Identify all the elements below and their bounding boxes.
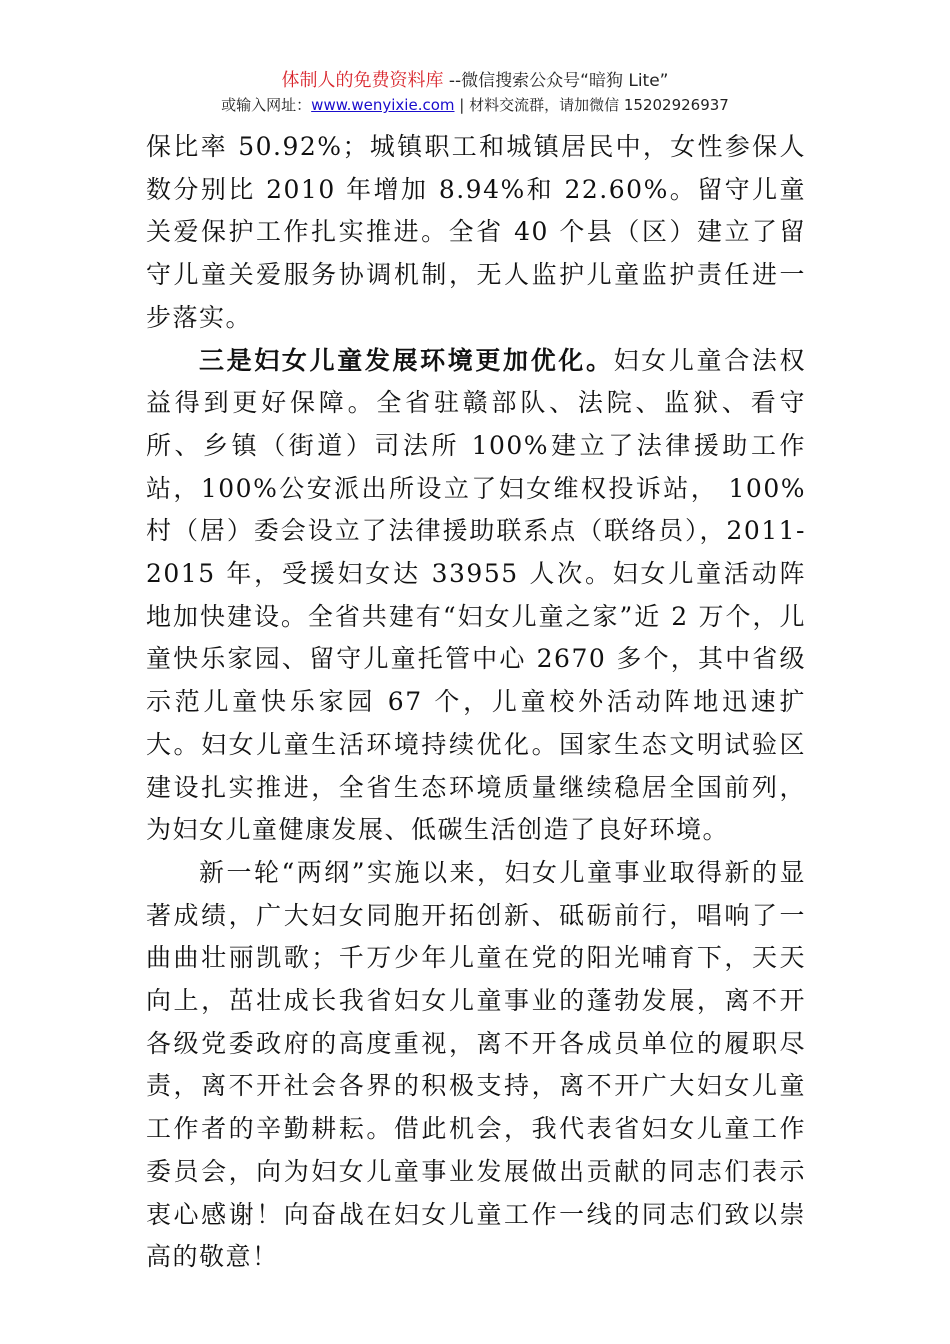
document-body [146, 126, 806, 1279]
url-prefix: 或输入网址： [221, 96, 312, 114]
paragraph-2-heading: 三是妇女儿童发展环境更加优化。 [199, 345, 614, 375]
paragraph-2 [146, 340, 806, 852]
paragraph-3 [146, 852, 806, 1279]
paragraph-2-text: 妇女儿童合法权益得到更好保障。全省驻赣部队、法院、监狱、看守所、乡镇（街道）司法所 100%建立了法律援助工作站，100%公安派出所设立了妇女维权投诉站， 100%村（居）委会设立了法律援助联系点（联络员），2011-2015 年，受援妇女达 33955 人次。妇女儿童活动阵地加快建设。全省共建有“妇女儿童之家”近 2 万个，儿童快乐家园、留守儿童托管中心 2670 多个，其中省级示范儿童快乐家园 67 个，儿童校外活动阵地迅速扩大。妇女儿童生活环境持续优化。国家生态文明试验区建设扎实推进，全省生态环境质量继续稳居全国前列，为妇女儿童健康发展、低碳生活创造了良好环境。 [146, 345, 806, 845]
header-banner [0, 70, 950, 92]
paragraph-1 [146, 126, 806, 340]
header-contact [0, 94, 950, 116]
paragraph-3-text: 新一轮“两纲”实施以来，妇女儿童事业取得新的显著成绩，广大妇女同胞开拓创新、砥砺前行，唱响了一曲曲壮丽凯歌；千万少年儿童在党的阳光哺育下，天天向上，茁壮成长我省妇女儿童事业的蓬勃发展，离不开各级党委政府的高度重视，离不开各成员单位的履职尽责，离不开社会各界的积极支持，离不开广大妇女儿童工作者的辛勤耕耘。借此机会，我代表省妇女儿童工作委员会，向为妇女儿童事业发展做出贡献的同志们表示衷心感谢！向奋战在妇女儿童工作一线的同志们致以崇高的敬意！ [146, 857, 806, 1272]
brand-title: 体制人的免费资料库 [281, 70, 444, 91]
contact-info: | 材料交流群，请加微信 15202926937 [454, 96, 729, 114]
wechat-tagline: --微信搜索公众号“暗狗 Lite” [443, 71, 669, 91]
paragraph-1-text: 保比率 50.92%；城镇职工和城镇居民中，女性参保人数分别比 2010 年增加 8.94%和 22.60%。留守儿童关爱保护工作扎实推进。全省 40 个县（区）建立了留守儿童关爱服务协调机制，无人监护儿童监护责任进一步落实。 [146, 132, 806, 332]
website-link[interactable]: www.wenyixie.com [311, 96, 455, 114]
